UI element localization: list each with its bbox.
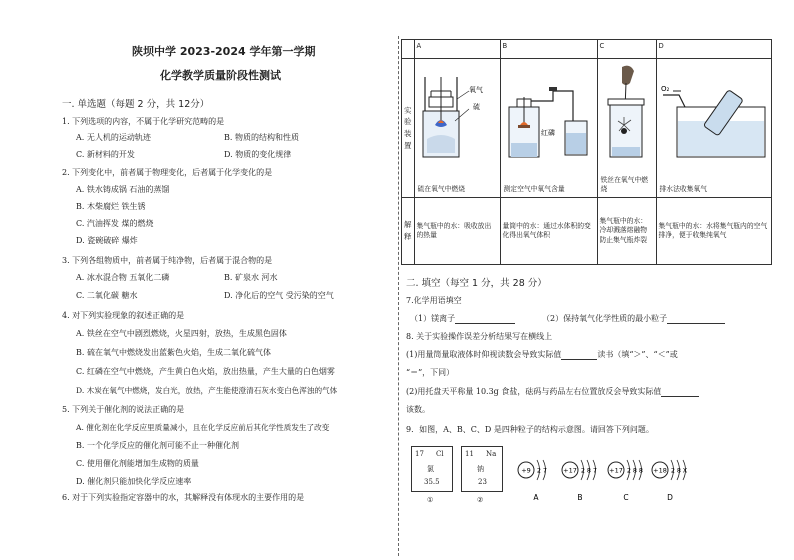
oxygen-content-illustration — [503, 61, 595, 171]
col-header-b: B — [500, 40, 597, 59]
nucleus-charge: +17 — [563, 466, 577, 475]
q3-option-c: C. 二氧化碳 糖水 — [76, 291, 138, 300]
card-na-mass: 23 — [478, 478, 487, 486]
nucleus-charge: +17 — [609, 466, 623, 475]
q8-part1c: “＝”，下同） — [406, 368, 455, 377]
q5-option-d: D. 催化剂只能加快化学反应速率 — [76, 477, 192, 486]
setup-b-cell — [500, 59, 597, 198]
atom-structure-diagrams — [512, 440, 712, 510]
blank-q8-2[interactable] — [661, 388, 699, 397]
sulfur-burning-illustration — [417, 61, 498, 171]
q5-option-a: A. 催化剂在化学反应里质量减小，且在化学反应前后其化学性质发生了改变 — [76, 423, 330, 432]
column-divider — [398, 36, 399, 556]
nucleus-charge: +18 — [653, 466, 667, 475]
atom-diagram-b — [562, 460, 597, 502]
q2-option-b: B. 木柴腐烂 铁生锈 — [76, 202, 146, 211]
card-na-number: 11 — [465, 450, 474, 458]
q2-option-a: A. 铁水铸成锅 石油的蒸馏 — [76, 185, 170, 194]
q8-part2b: 该数。 — [406, 405, 430, 414]
blank-q7-2[interactable] — [667, 315, 725, 324]
card-cl-symbol: Cl — [436, 450, 444, 458]
q7-part2-text: （2）保持氧气化学性质的最小粒子 — [542, 314, 668, 323]
caption-a: 硫在氧气中燃烧 — [417, 184, 466, 193]
q6-stem: 6. 对于下列实验指定容器中的水，其解释没有体现水的主要作用的是 — [62, 493, 305, 502]
atom-diagram-a — [518, 460, 547, 502]
q1-stem: 1. 下列选项的内容，不属于化学研究范畴的是 — [62, 117, 225, 126]
caption-b: 测定空气中氧气含量 — [503, 184, 565, 193]
q4-option-c: C. 红磷在空气中燃烧，产生黄白色火焰，放出热量，产生大量的白色烟雾 — [76, 367, 335, 376]
q4-option-b: B. 硫在氧气中燃烧发出蓝紫色火焰，生成二氧化硫气体 — [76, 348, 271, 357]
nucleus-charge: +9 — [521, 466, 531, 475]
q1-option-a: A. 无人机的运动轨迹 — [76, 133, 151, 142]
caption-d: 排水法收集氧气 — [659, 184, 708, 193]
q8-part1a: (1)用量筒量取液体时仰视读数会导致实际值 — [406, 350, 562, 359]
card-cl-mark: ① — [427, 496, 434, 504]
q8-part1 — [406, 351, 678, 360]
electron-count: X — [682, 466, 688, 475]
element-card-cl — [411, 446, 453, 492]
electron-count: 7 — [592, 466, 598, 475]
q5-option-c: C. 使用催化剂能增加生成物的质量 — [76, 459, 199, 468]
exam-title: 陕坝中学 2023-2024 学年第一学期 — [132, 45, 316, 58]
q3-option-a: A. 冰水混合物 五氧化二磷 — [76, 273, 170, 282]
q2-option-d: D. 瓷碗破碎 爆炸 — [76, 236, 138, 245]
atom-diagram-d — [652, 460, 688, 502]
card-na-mark: ② — [477, 496, 484, 504]
element-card-na — [461, 446, 503, 492]
q9-stem: 9．如图，A、B、C、D 是四种粒子的结构示意图。请回答下列问题。 — [406, 425, 654, 434]
atom-label: D — [667, 493, 673, 502]
table-corner — [402, 40, 415, 59]
card-cl-name: 氯 — [427, 465, 434, 473]
exam-subtitle: 化学教学质量阶段性测试 — [160, 69, 281, 82]
explain-b: 量筒中的水：通过水体积的变化得出氧气体积 — [500, 198, 597, 265]
setup-d-cell — [656, 59, 771, 198]
water-displacement-illustration — [659, 61, 769, 171]
electron-count: 8 — [586, 466, 592, 475]
electron-count: 2 — [580, 466, 586, 475]
q2-option-c: C. 汽油挥发 煤的燃烧 — [76, 219, 154, 228]
electron-count: 8 — [676, 466, 682, 475]
label-oxygen: 氧气 — [468, 86, 483, 94]
q3-option-b: B. 矿泉水 河水 — [224, 273, 278, 282]
electron-count: 7 — [542, 466, 548, 475]
blank-q7-1[interactable] — [455, 315, 515, 324]
q7-part1 — [410, 315, 515, 324]
electron-count: 2 — [536, 466, 542, 475]
row-label-explain: 解 释 — [402, 198, 415, 265]
q1-option-c: C. 新材料的开发 — [76, 150, 135, 159]
electron-count: 2 — [626, 466, 632, 475]
q8-part2a: (2)用托盘天平称量 10.3g 食盐，砝码与药品左右位置放反会导致实际值 — [406, 387, 662, 396]
q7-part2 — [542, 315, 725, 324]
q8-stem: 8. 关于实验操作误差分析结果写在横线上 — [406, 332, 553, 341]
section2-title: 二. 填空（每空 1 分，共 28 分） — [406, 278, 547, 289]
q4-option-a: A. 铁丝在空气中剧烈燃烧，火星四射，放热，生成黑色固体 — [76, 329, 287, 338]
atom-label: B — [577, 493, 583, 502]
setup-c-cell — [597, 59, 656, 198]
experiment-table — [401, 39, 772, 265]
explain-a: 集气瓶中的水：吸收放出的热量 — [414, 198, 500, 265]
iron-wire-illustration — [600, 61, 654, 171]
card-na-symbol: Na — [486, 450, 497, 458]
card-na-name: 钠 — [477, 465, 484, 473]
label-o2: O₂ — [660, 85, 669, 93]
col-header-a: A — [414, 40, 500, 59]
q1-option-b: B. 物质的结构和性质 — [224, 133, 299, 142]
explain-c: 集气瓶中的水：冷却溅落熔融物防止集气瓶炸裂 — [597, 198, 656, 265]
electron-count: 8 — [632, 466, 638, 475]
label-red-phosphorus: 红磷 — [540, 129, 555, 137]
q8-part1b: 读书（填“＞”、“＜”或 — [597, 350, 678, 359]
section1-title: 一. 单选题（每题 2 分，共 12分） — [62, 99, 210, 110]
caption-c: 铁丝在氧气中燃烧 — [600, 176, 649, 194]
q5-stem: 5. 下列关于催化剂的说法正确的是 — [62, 405, 185, 414]
setup-a-cell — [414, 59, 500, 198]
col-header-c: C — [597, 40, 656, 59]
q4-option-d: D. 木炭在氧气中燃烧，发白光，放热，产生能使澄清石灰水变白色浑浊的气体 — [76, 386, 338, 395]
q3-option-d: D. 净化后的空气 受污染的空气 — [224, 291, 334, 300]
atom-label: C — [623, 493, 629, 502]
q4-stem: 4. 对下列实验现象的叙述正确的是 — [62, 311, 185, 320]
electron-count: 2 — [670, 466, 676, 475]
col-header-d: D — [656, 40, 771, 59]
row-label-setup: 实 验 装 置 — [402, 59, 415, 198]
label-sulfur: 硫 — [472, 103, 480, 111]
atom-label: A — [533, 493, 539, 502]
atom-diagram-c — [608, 460, 643, 502]
q1-option-d: D. 物质的变化规律 — [224, 150, 292, 159]
electron-count: 8 — [638, 466, 644, 475]
q8-part2 — [406, 388, 699, 397]
q3-stem: 3. 下列各组物质中，前者属于纯净物，后者属于混合物的是 — [62, 256, 273, 265]
explain-d: 集气瓶中的水：水将集气瓶内的空气排净，便于收集纯氧气 — [656, 198, 771, 265]
blank-q8-1[interactable] — [561, 351, 597, 360]
card-cl-number: 17 — [415, 450, 424, 458]
q7-part1-text: （1）镁离子 — [410, 314, 456, 323]
card-cl-mass: 35.5 — [424, 478, 440, 486]
q5-option-b: B. 一个化学反应的催化剂可能不止一种催化剂 — [76, 441, 239, 450]
q2-stem: 2. 下列变化中，前者属于物理变化，后者属于化学变化的是 — [62, 168, 273, 177]
q7-stem: 7.化学用语填空 — [406, 296, 462, 305]
